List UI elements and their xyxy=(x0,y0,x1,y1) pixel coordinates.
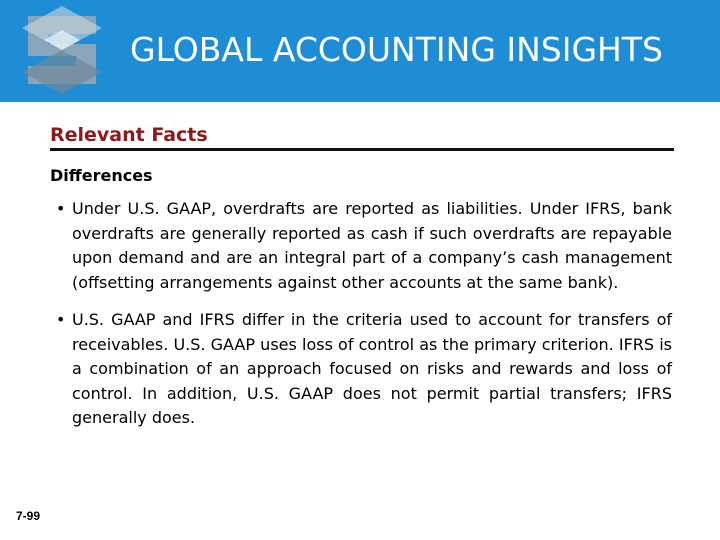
page-number: 7-99 xyxy=(16,509,41,523)
bullet-list xyxy=(50,197,672,444)
bullet-item xyxy=(50,308,672,431)
bullet-marker: • xyxy=(56,310,66,329)
bullet-text: U.S. GAAP and IFRS differ in the criteria used to account for transfers of receivables. U.S. GAAP uses loss of control as the primary criterion. IFRS is a combination of an approach focused on risks and rewards and loss of control. In addition, U.S. GAAP does not permit partial transfers; IFRS generally does. xyxy=(72,310,672,427)
bullet-marker: • xyxy=(56,199,66,218)
subheading: Differences xyxy=(50,166,153,185)
bullet-item xyxy=(50,197,672,295)
header-banner xyxy=(0,0,720,102)
section-title: Relevant Facts xyxy=(50,124,208,146)
section-divider xyxy=(50,148,674,151)
interlocking-s-logo-icon xyxy=(18,2,106,98)
header-title: GLOBAL ACCOUNTING INSIGHTS xyxy=(130,30,663,69)
bullet-text: Under U.S. GAAP, overdrafts are reported as liabilities. Under IFRS, bank overdrafts are generally reported as cash if such overdrafts are repayable upon demand and are an integral part of a company’s cash management (offsetting arrangements against other accounts at the same bank). xyxy=(72,199,672,292)
